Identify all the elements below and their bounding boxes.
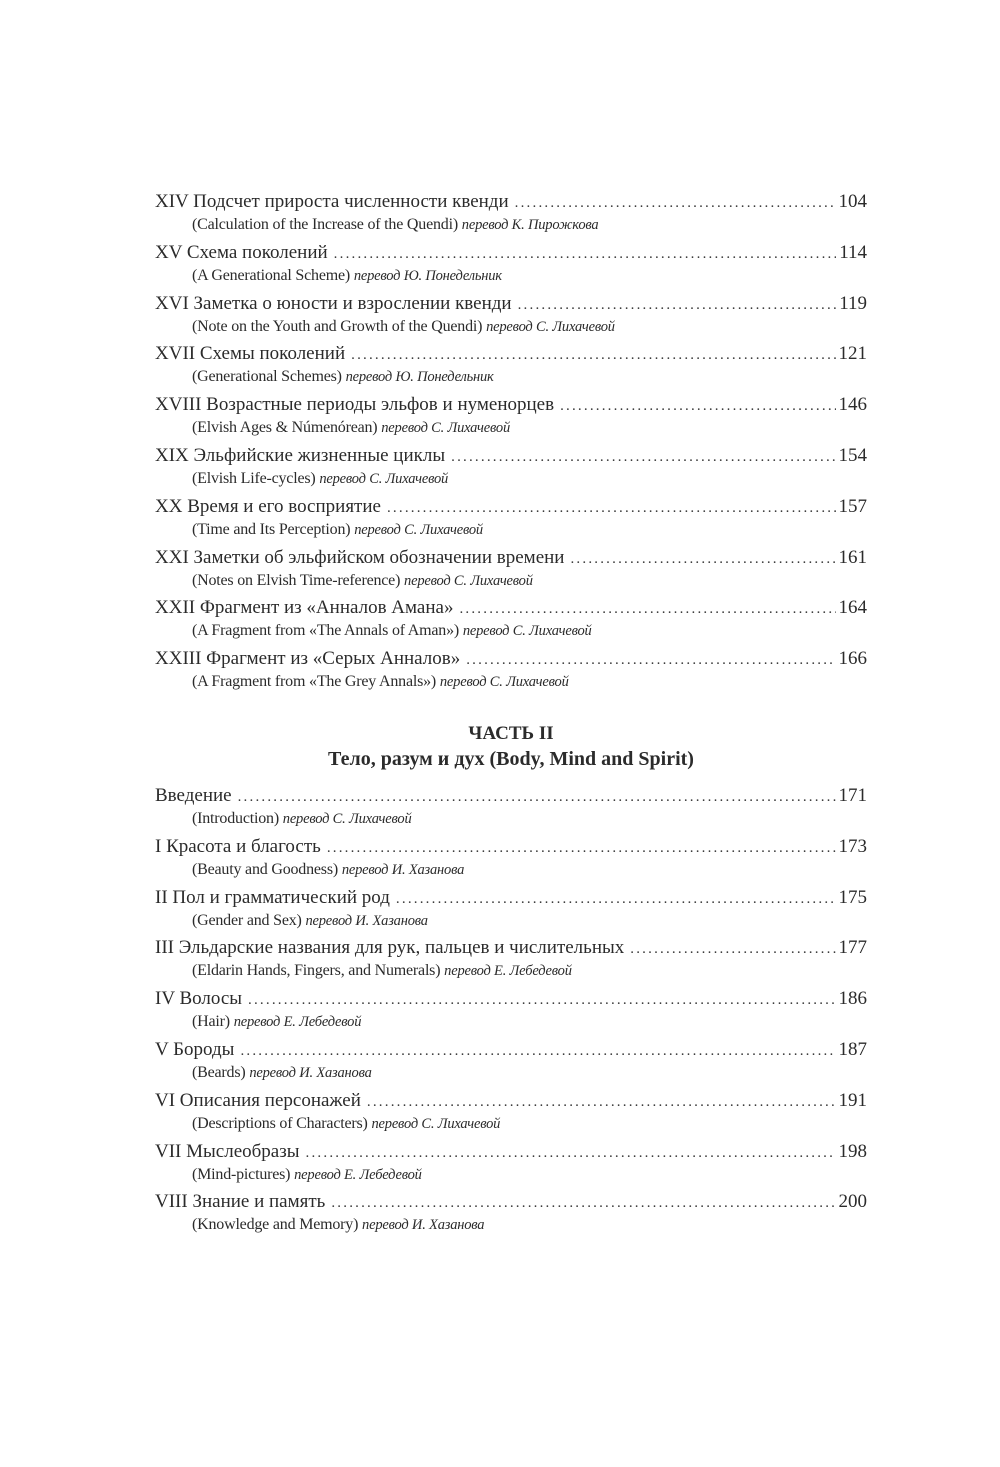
original-title: (Beauty and Goodness) — [192, 860, 338, 878]
translator: перевод С. Лихачевой — [371, 1115, 501, 1132]
entry-title: XVIII Возрастные периоды эльфов и нуменорцев — [155, 394, 555, 416]
entry-title: IV Волосы — [155, 988, 243, 1010]
original-title: (Elvish Life-cycles) — [192, 469, 316, 487]
entry-title: XVI Заметка о юности и взрослении квенди — [155, 292, 512, 314]
original-title: (Mind-pictures) — [192, 1165, 291, 1183]
translator: перевод С. Лихачевой — [282, 811, 412, 827]
original-title: (Knowledge and Memory) — [192, 1216, 359, 1234]
dot-leader — [306, 1141, 836, 1165]
entry-title: XV Схема поколений — [155, 241, 328, 263]
toc-entry[interactable] — [155, 546, 867, 597]
translator: перевод И. Хазанова — [362, 1217, 485, 1234]
toc-entry[interactable] — [155, 987, 867, 1038]
dot-leader — [570, 547, 835, 571]
translator: перевод К. Пирожкова — [461, 217, 599, 233]
toc-entry[interactable] — [155, 292, 867, 343]
translator: перевод С. Лихачевой — [462, 623, 592, 640]
page-number: 121 — [838, 343, 867, 365]
original-title: (Descriptions of Characters) — [192, 1114, 368, 1132]
page-number: 114 — [839, 241, 867, 263]
toc-entry[interactable] — [155, 936, 867, 987]
toc-entry[interactable] — [155, 784, 867, 835]
entry-title: VII Мыслеобразы — [155, 1140, 300, 1162]
part-label: ЧАСТЬ II — [468, 723, 554, 744]
translator: перевод Ю. Понедельник — [345, 369, 494, 386]
page-number: 187 — [838, 1038, 867, 1060]
toc-entry[interactable] — [155, 835, 867, 886]
toc-part2-list — [155, 784, 867, 1241]
dot-leader — [387, 496, 836, 520]
page-number: 171 — [838, 785, 867, 806]
page-number: 198 — [838, 1140, 867, 1162]
entry-title: II Пол и грамматический род — [155, 886, 390, 908]
toc-entry[interactable] — [155, 444, 867, 495]
original-title: (A Fragment from «The Annals of Aman») — [192, 622, 460, 640]
toc-entry[interactable] — [155, 596, 867, 647]
page-number: 154 — [838, 444, 867, 466]
entry-title: XIX Эльфийские жизненные циклы — [155, 444, 446, 466]
dot-leader — [240, 1039, 835, 1063]
original-title: (Calculation of the Increase of the Quendi) — [192, 216, 458, 233]
dot-leader — [334, 242, 837, 266]
dot-leader — [331, 1191, 835, 1215]
toc-part1-list — [155, 190, 867, 698]
original-title: (Note on the Youth and Growth of the Quendi) — [192, 317, 483, 335]
original-title: (A Generational Scheme) — [192, 266, 351, 284]
toc-entry[interactable] — [155, 241, 867, 292]
toc-entry[interactable] — [155, 1089, 867, 1140]
entry-title: XXII Фрагмент из «Анналов Амана» — [155, 597, 454, 619]
part-heading — [155, 722, 867, 772]
dot-leader — [248, 988, 835, 1012]
toc-entry[interactable] — [155, 495, 867, 546]
page-number: 200 — [838, 1191, 867, 1213]
translator: перевод Ю. Понедельник — [353, 267, 502, 284]
original-title: (Elvish Ages & Númenórean) — [192, 419, 378, 437]
translator: перевод Е. Лебедевой — [294, 1166, 422, 1183]
dot-leader — [560, 394, 835, 418]
translator: перевод И. Хазанова — [305, 912, 428, 929]
dot-leader — [466, 648, 835, 672]
translator: перевод И. Хазанова — [341, 861, 465, 878]
toc-entry[interactable] — [155, 647, 867, 698]
entry-title: XIV Подсчет прироста численности квенди — [155, 191, 509, 212]
entry-title: XX Время и его восприятие — [155, 495, 381, 517]
page-number: 164 — [838, 597, 867, 619]
translator: перевод С. Лихачевой — [404, 572, 533, 589]
entry-title: XXI Заметки об эльфийском обозначении времени — [155, 546, 565, 568]
original-title: (Eldarin Hands, Fingers, and Numerals) — [192, 962, 441, 980]
page-number: 166 — [838, 648, 867, 670]
original-title: (Hair) — [192, 1013, 230, 1031]
toc-entry[interactable] — [155, 1190, 867, 1241]
translator: перевод С. Лихачевой — [486, 318, 615, 335]
original-title: (Introduction) — [192, 810, 279, 827]
toc-entry[interactable] — [155, 1038, 867, 1089]
translator: перевод И. Хазанова — [249, 1064, 372, 1081]
dot-leader — [451, 445, 835, 469]
original-title: (Notes on Elvish Time-reference) — [192, 571, 401, 589]
entry-title: VI Описания персонажей — [155, 1089, 361, 1111]
dot-leader — [515, 191, 836, 215]
translator: перевод С. Лихачевой — [439, 674, 569, 691]
dot-leader — [238, 785, 836, 809]
original-title: (Gender and Sex) — [192, 911, 302, 929]
entry-title: III Эльдарские названия для рук, пальцев и числительных — [155, 937, 625, 959]
page-number: 119 — [839, 292, 867, 314]
toc-entry[interactable] — [155, 393, 867, 444]
page-number: 191 — [838, 1089, 867, 1111]
translator: перевод С. Лихачевой — [319, 470, 449, 487]
page-number: 146 — [838, 394, 867, 416]
original-title: (Beards) — [192, 1063, 246, 1081]
page-number: 157 — [838, 495, 867, 517]
entry-title: I Красота и благость — [155, 835, 321, 857]
part-title: Тело, разум и дух (Body, Mind and Spirit) — [328, 748, 694, 770]
entry-title: V Бороды — [155, 1038, 235, 1060]
page-number: 173 — [838, 835, 867, 857]
page-number: 175 — [838, 886, 867, 908]
dot-leader — [518, 293, 837, 317]
translator: перевод Е. Лебедевой — [233, 1014, 362, 1031]
page-number: 104 — [838, 191, 867, 212]
dot-leader — [367, 1090, 836, 1114]
page-number: 186 — [838, 988, 867, 1010]
dot-leader — [396, 887, 836, 911]
dot-leader — [327, 836, 836, 860]
page-number: 177 — [838, 937, 867, 959]
entry-title: Введение — [155, 785, 232, 806]
toc-entry[interactable] — [155, 190, 867, 241]
entry-title: VIII Знание и память — [155, 1191, 326, 1213]
entry-title: XVII Схемы поколений — [155, 343, 346, 365]
original-title: (Time and Its Perception) — [192, 520, 351, 538]
dot-leader — [459, 597, 835, 621]
entry-title: XXIII Фрагмент из «Серых Анналов» — [155, 648, 461, 670]
toc-entry[interactable] — [155, 1140, 867, 1191]
dot-leader — [351, 343, 835, 367]
translator: перевод Е. Лебедевой — [444, 963, 572, 980]
original-title: (A Fragment from «The Grey Annals») — [192, 673, 437, 691]
toc-entry[interactable] — [155, 886, 867, 937]
dot-leader — [630, 937, 835, 961]
translator: перевод С. Лихачевой — [354, 521, 483, 538]
original-title: (Generational Schemes) — [192, 368, 342, 386]
toc-entry[interactable] — [155, 342, 867, 393]
page-number: 161 — [838, 546, 867, 568]
translator: перевод С. Лихачевой — [381, 420, 510, 437]
